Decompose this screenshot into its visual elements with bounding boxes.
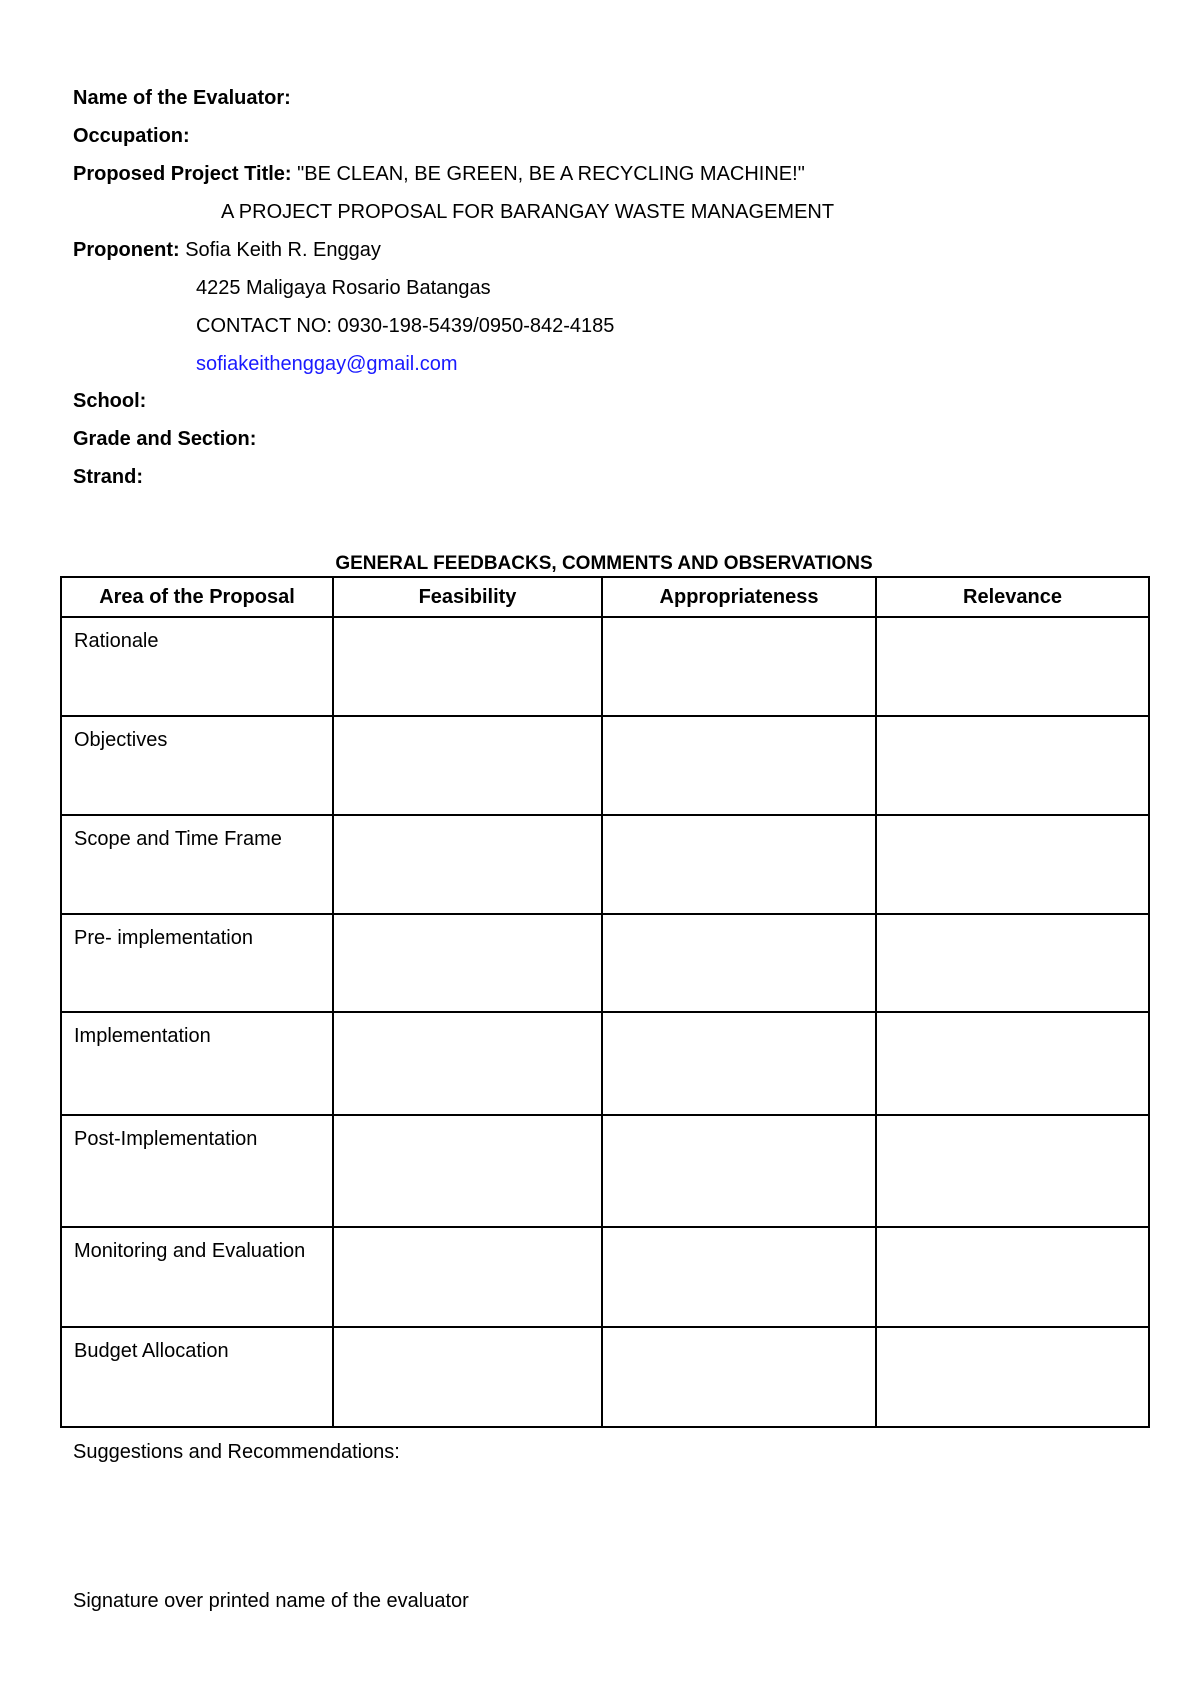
suggestions-label: Suggestions and Recommendations: <box>73 1441 400 1463</box>
feasibility-cell[interactable] <box>333 716 602 815</box>
appropriateness-cell[interactable] <box>602 914 876 1012</box>
relevance-cell[interactable] <box>876 617 1149 716</box>
feasibility-cell[interactable] <box>333 617 602 716</box>
appropriateness-cell[interactable] <box>602 815 876 914</box>
column-header-area: Area of the Proposal <box>61 577 333 617</box>
feedback-table-title: GENERAL FEEDBACKS, COMMENTS AND OBSERVATIONS <box>335 553 873 574</box>
table-row <box>61 1115 1149 1227</box>
appropriateness-cell[interactable] <box>602 1012 876 1115</box>
appropriateness-cell[interactable] <box>602 716 876 815</box>
table-row <box>61 617 1149 716</box>
area-cell: Implementation <box>61 1012 333 1115</box>
evaluator-label: Name of the Evaluator: <box>73 87 291 109</box>
proponent-contact: CONTACT NO: 0930-198-5439/0950-842-4185 <box>196 315 615 337</box>
feasibility-cell[interactable] <box>333 1115 602 1227</box>
appropriateness-cell[interactable] <box>602 617 876 716</box>
table-row <box>61 914 1149 1012</box>
relevance-cell[interactable] <box>876 815 1149 914</box>
appropriateness-cell[interactable] <box>602 1115 876 1227</box>
column-header-relevance: Relevance <box>876 577 1149 617</box>
table-row <box>61 815 1149 914</box>
column-header-appropriateness: Appropriateness <box>602 577 876 617</box>
area-cell: Post-Implementation <box>61 1115 333 1227</box>
table-row <box>61 716 1149 815</box>
proponent-address: 4225 Maligaya Rosario Batangas <box>196 277 491 299</box>
area-cell: Pre- implementation <box>61 914 333 1012</box>
area-cell: Scope and Time Frame <box>61 815 333 914</box>
feasibility-cell[interactable] <box>333 1327 602 1427</box>
area-cell: Rationale <box>61 617 333 716</box>
signature-label: Signature over printed name of the evaluator <box>73 1590 469 1612</box>
project-title-row <box>73 162 805 186</box>
feasibility-cell[interactable] <box>333 1227 602 1327</box>
project-subtitle: A PROJECT PROPOSAL FOR BARANGAY WASTE MANAGEMENT <box>221 201 835 223</box>
project-title-value: "BE CLEAN, BE GREEN, BE A RECYCLING MACHINE!" <box>297 163 805 185</box>
proponent-row <box>73 238 381 262</box>
appropriateness-cell[interactable] <box>602 1227 876 1327</box>
area-cell: Budget Allocation <box>61 1327 333 1427</box>
feasibility-cell[interactable] <box>333 914 602 1012</box>
table-row <box>61 1012 1149 1115</box>
relevance-cell[interactable] <box>876 1227 1149 1327</box>
proponent-label: Proponent: <box>73 239 180 261</box>
relevance-cell[interactable] <box>876 1327 1149 1427</box>
feasibility-cell[interactable] <box>333 815 602 914</box>
school-label: School: <box>73 390 147 412</box>
feedback-table <box>60 576 1150 1428</box>
area-cell: Monitoring and Evaluation <box>61 1227 333 1327</box>
strand-label: Strand: <box>73 466 143 488</box>
column-header-feasibility: Feasibility <box>333 577 602 617</box>
relevance-cell[interactable] <box>876 1115 1149 1227</box>
grade-section-label: Grade and Section: <box>73 428 257 450</box>
table-row <box>61 1227 1149 1327</box>
relevance-cell[interactable] <box>876 1012 1149 1115</box>
table-row <box>61 1327 1149 1427</box>
feasibility-cell[interactable] <box>333 1012 602 1115</box>
occupation-label: Occupation: <box>73 125 190 147</box>
project-title-label: Proposed Project Title: <box>73 163 292 185</box>
relevance-cell[interactable] <box>876 914 1149 1012</box>
proponent-name: Sofia Keith R. Enggay <box>185 239 381 261</box>
proponent-email-link[interactable]: sofiakeithenggay@gmail.com <box>196 353 458 375</box>
relevance-cell[interactable] <box>876 716 1149 815</box>
table-header-row <box>61 577 1149 617</box>
area-cell: Objectives <box>61 716 333 815</box>
appropriateness-cell[interactable] <box>602 1327 876 1427</box>
